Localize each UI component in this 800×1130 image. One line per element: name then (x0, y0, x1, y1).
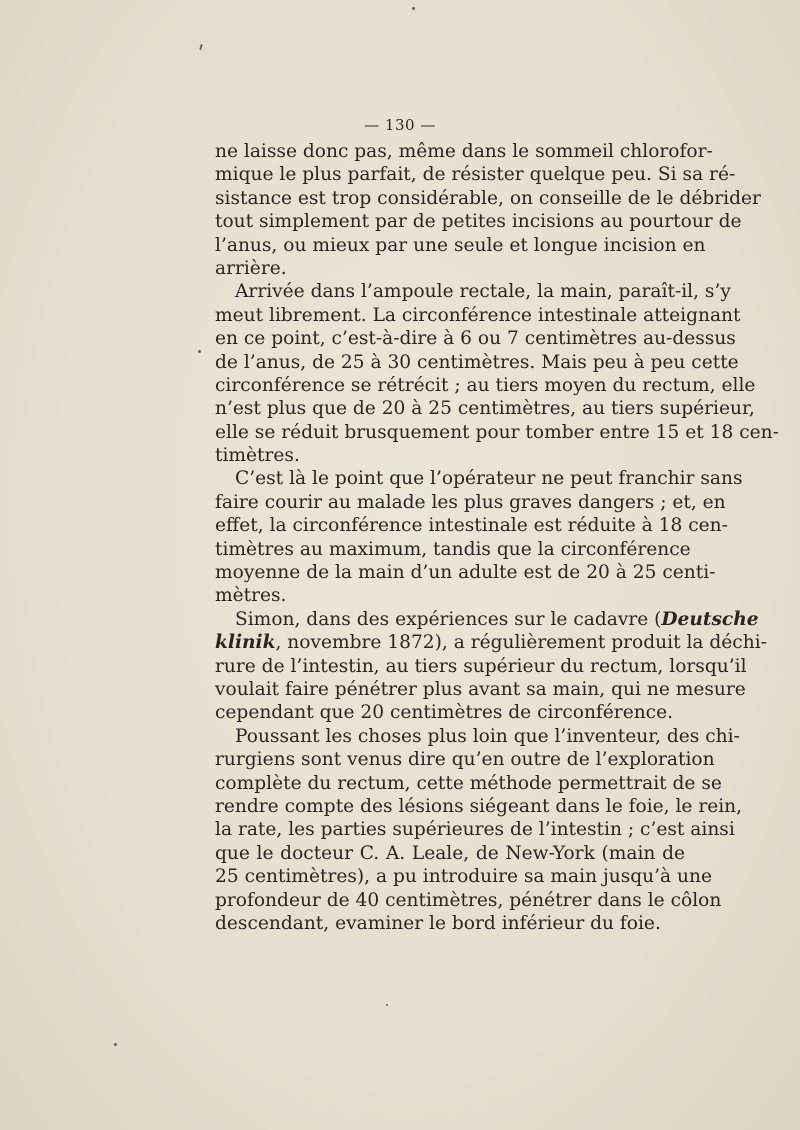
text-line: descendant, evaminer le bord inférieur du foie. (215, 912, 661, 934)
italic-title: klinik (215, 632, 276, 654)
page-number: — 130 — (364, 116, 436, 134)
text-line: rure de l’intestin, au tiers supérieur du rectum, lorsqu’il (215, 655, 747, 677)
text-line: mètres. (215, 585, 287, 607)
text-line: en ce point, c’est-à-dire à 6 ou 7 centimètres au-dessus (215, 328, 736, 350)
ink-speck (114, 1043, 117, 1046)
text-line: effet, la circonférence intestinale est réduite à 18 cen- (215, 515, 728, 537)
text-line: moyenne de la main d’un adulte est de 20 à 25 centi- (215, 562, 716, 584)
text-line: n’est plus que de 20 à 25 centimètres, au tiers supérieur, (215, 398, 755, 420)
text-line: arrière. (215, 257, 287, 279)
text-line: timètres. (215, 445, 300, 467)
text-line: que le docteur C. A. Leale, de New-York (main de (215, 842, 685, 864)
text-line: 25 centimètres), a pu introduire sa main jusqu’à une (215, 866, 712, 888)
text-line: de l’anus, de 25 à 30 centimètres. Mais peu à peu cette (215, 351, 739, 373)
text-line: mique le plus parfait, de résister quelque peu. Si sa ré- (215, 164, 736, 186)
text-line: ne laisse donc pas, même dans le sommeil chlorofor- (215, 141, 713, 162)
ink-speck (412, 7, 415, 10)
text-line: l’anus, ou mieux par une seule et longue incision en (215, 234, 706, 256)
ink-speck (198, 350, 201, 353)
italic-title: Deutsche (661, 608, 759, 630)
text-line: rendre compte des lésions siégeant dans le foie, le rein, (215, 795, 743, 817)
text-line: complète du rectum, cette méthode permettrait de se (215, 772, 722, 794)
text-line: circonférence se rétrécit ; au tiers moyen du rectum, elle (215, 374, 756, 396)
text-line: Poussant les choses plus loin que l’inventeur, des chi- (235, 725, 740, 747)
text-run: Simon, dans des expériences sur le cadavre ( (235, 608, 662, 630)
text-line: timètres au maximum, tandis que la circonférence (215, 538, 691, 560)
text-line: meut librement. La circonférence intestinale atteignant (215, 304, 741, 326)
text-line (215, 631, 767, 654)
text-line (215, 608, 759, 631)
text-line: voulait faire pénétrer plus avant sa main, qui ne mesure (215, 678, 746, 700)
text-line: elle se réduit brusquement pour tomber entre 15 et 18 cen- (215, 421, 779, 443)
text-line: profondeur de 40 centimètres, pénétrer dans le côlon (215, 889, 722, 911)
text-line: C’est là le point que l’opérateur ne peut franchir sans (235, 468, 743, 490)
text-line: Arrivée dans l’ampoule rectale, la main, paraît-il, s’y (235, 281, 731, 303)
text-line: la rate, les parties supérieures de l’intestin ; c’est ainsi (215, 819, 735, 841)
text-line: faire courir au malade les plus graves dangers ; et, en (215, 491, 726, 513)
text-run: , novembre 1872), a régulièrement produit la déchi- (275, 632, 767, 654)
ink-speck (199, 44, 202, 50)
text-line: tout simplement par de petites incisions au pourtour de (215, 211, 742, 233)
text-line: rurgiens sont venus dire qu’en outre de l’exploration (215, 749, 715, 771)
text-line: cependant que 20 centimètres de circonférence. (215, 702, 673, 724)
text-line: sistance est trop considérable, on conseille de le débrider (215, 187, 761, 209)
ink-speck (386, 1004, 388, 1006)
body-text (215, 140, 779, 935)
